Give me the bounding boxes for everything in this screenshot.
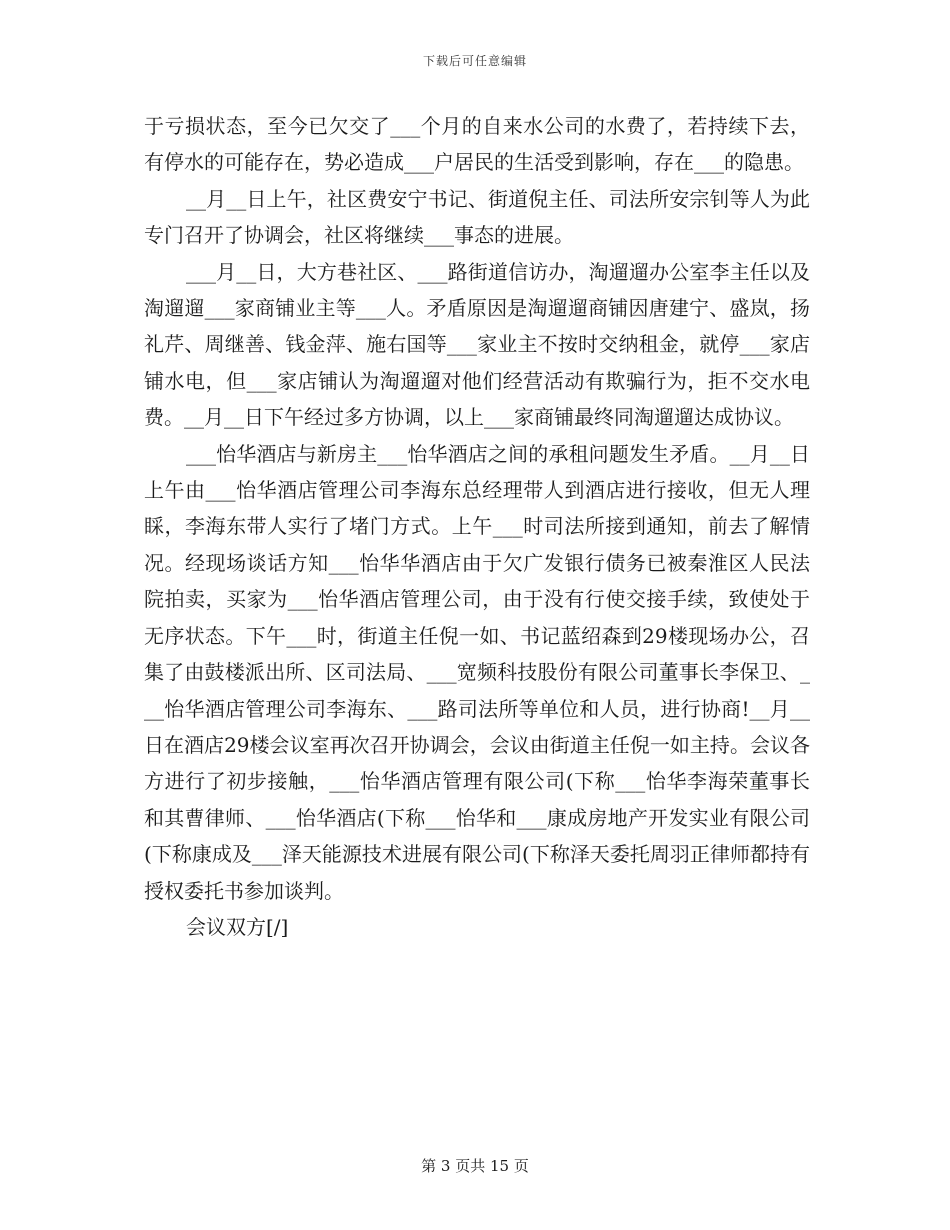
page-header: 下载后可任意编辑 [422, 54, 527, 68]
paragraph-meeting-parties: 会议双方[/] [186, 914, 289, 939]
paragraph-yihua-hotel-dispute: ___怡华酒店与新房主___怡华酒店之间的承租问题发生矛盾。__月__日上午由___怡华酒店管理公司李海东总经理带人到酒店进行接收，但无人理睬，李海东带人实行了堵门方式。上午___时司法所接到通知，前去了解情况。经现场谈话方知___怡华华酒店由于欠广发银行债务已被秦淮区人民法院拍卖，买家为___怡华酒店管理公司，由于没有行使交接手续，致使处于无序状态。下午___时，街道主任倪一如、书记蓝绍森到29楼现场办公，召集了由鼓楼派出所、区司法局、___宽频科技股份有限公司董事长李保卫、___怡华酒店管理公司李海东、___路司法所等单位和人员，进行协商!__月__日在酒店29楼会议室再次召开协调会，会议由街道主任倪一如主持。会议各方进行了初步接触，___怡华酒店管理有限公司(下称___怡华李海荣董事长和其曹律师、___怡华酒店(下称___怡华和___康成房地产开发实业有限公司(下称康成及___泽天能源技术进展有限公司(下称泽天委托周羽正律师都持有授权委托书参加谈判。 [144, 441, 810, 903]
paragraph-water-fee: 于亏损状态，至今已欠交了___个月的自来水公司的水费了，若持续下去，有停水的可能存在，势必造成___户居民的生活受到影响，存在___的隐患。 [144, 114, 810, 175]
paragraph-coordination-meeting: __月__日上午，社区费安宁书记、街道倪主任、司法所安宗钊等人为此专门召开了协调会，社区将继续___事态的进展。 [144, 186, 810, 248]
page-number: 第 3 页共 15 页 [421, 1157, 529, 1175]
document-body [144, 108, 810, 945]
paragraph-taoliuliu-dispute: ___月__日，大方巷社区、___路街道信访办，淘遛遛办公室李主任以及淘遛遛___家商铺业主等___人。矛盾原因是淘遛遛商铺因唐建宁、盛岚，扬礼芹、周继善、钱金萍、施右国等___家业主不按时交纳租金，就停___家店铺水电，但___家店铺认为淘遛遛对他们经营活动有欺骗行为，拒不交水电费。__月__日下午经过多方协调，以上___家商铺最终同淘遛遛达成协议。 [144, 259, 810, 430]
